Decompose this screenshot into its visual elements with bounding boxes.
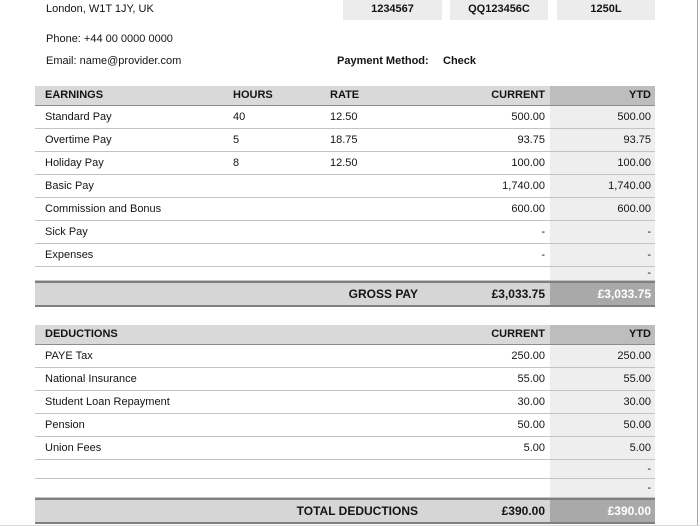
cell-hours: 5	[233, 134, 240, 146]
total-deductions-ytd: £390.00	[550, 500, 655, 522]
cell-label: Student Loan Repayment	[45, 396, 170, 408]
cell-current: 50.00	[517, 419, 545, 431]
table-row	[35, 175, 655, 198]
gross-pay-ytd: £3,033.75	[550, 283, 655, 305]
table-row	[35, 391, 655, 414]
table-row-blank	[35, 479, 655, 498]
cell-label: Expenses	[45, 249, 94, 261]
cell-ytd: 100.00	[550, 152, 655, 174]
cell-label	[35, 479, 420, 497]
col-header-hours: HOURS	[233, 89, 273, 101]
cell-ytd: -	[550, 267, 655, 280]
cell-rate	[320, 198, 420, 220]
cell-hours	[225, 221, 320, 243]
table-row	[35, 198, 655, 221]
cell-ytd: -	[550, 221, 655, 243]
cell-hours: 8	[233, 157, 240, 169]
cell-label: PAYE Tax	[45, 350, 93, 362]
col-header-ytd: YTD	[550, 86, 655, 105]
earnings-header-row	[35, 86, 655, 106]
cell-label: Sick Pay	[45, 226, 88, 238]
cell-rate: 18.75	[330, 134, 358, 146]
table-row	[35, 437, 655, 460]
col-header-current: CURRENT	[491, 328, 545, 340]
table-row	[35, 244, 655, 267]
cell-hours	[225, 198, 320, 220]
cell-current: 30.00	[517, 396, 545, 408]
cell-current: 1,740.00	[502, 180, 545, 192]
total-deductions-row	[35, 498, 655, 524]
cell-hours	[225, 175, 320, 197]
payment-method-value: Check	[443, 55, 477, 67]
cell-ytd: 1,740.00	[550, 175, 655, 197]
cell-current	[420, 267, 550, 280]
col-header-current: CURRENT	[491, 89, 545, 101]
cell-rate	[320, 175, 420, 197]
gross-pay-label: GROSS PAY	[348, 287, 418, 301]
cell-rate: 12.50	[330, 157, 358, 169]
cell-hours: 40	[233, 111, 246, 123]
header-value-box: 1234567	[343, 0, 442, 20]
cell-label	[35, 267, 420, 280]
deductions-header-row	[35, 325, 655, 345]
cell-current: 93.75	[517, 134, 545, 146]
table-row	[35, 129, 655, 152]
cell-ytd: 600.00	[550, 198, 655, 220]
cell-label: Pension	[45, 419, 85, 431]
table-row	[35, 414, 655, 437]
deductions-table	[35, 325, 655, 524]
cell-hours	[225, 244, 320, 266]
cell-ytd: 50.00	[550, 414, 655, 436]
cell-ytd: 30.00	[550, 391, 655, 413]
cell-label: Holiday Pay	[45, 157, 104, 169]
cell-rate: 12.50	[330, 111, 358, 123]
table-row-blank	[35, 267, 655, 281]
total-deductions-label: TOTAL DEDUCTIONS	[296, 504, 418, 518]
cell-rate	[320, 221, 420, 243]
cell-ytd: -	[550, 244, 655, 266]
cell-label: National Insurance	[45, 373, 137, 385]
cell-ytd: 93.75	[550, 129, 655, 151]
cell-label: Standard Pay	[45, 111, 112, 123]
table-row-blank	[35, 460, 655, 479]
col-header-earnings: EARNINGS	[45, 89, 104, 101]
table-row	[35, 106, 655, 129]
table-row	[35, 368, 655, 391]
table-row	[35, 345, 655, 368]
cell-ytd: 500.00	[550, 106, 655, 128]
cell-current: 600.00	[511, 203, 545, 215]
cell-current: 250.00	[511, 350, 545, 362]
cell-current	[420, 479, 550, 497]
page-right-edge	[697, 0, 698, 526]
cell-current: 500.00	[511, 111, 545, 123]
payment-method-label: Payment Method:	[337, 55, 429, 67]
cell-current: -	[541, 249, 545, 261]
cell-ytd: 55.00	[550, 368, 655, 390]
cell-current: 5.00	[523, 442, 545, 454]
cell-label: Commission and Bonus	[45, 203, 162, 215]
col-header-deductions: DEDUCTIONS	[45, 328, 118, 340]
cell-current: -	[541, 226, 545, 238]
total-deductions-current: £390.00	[501, 504, 545, 518]
gross-pay-current: £3,033.75	[491, 287, 545, 301]
table-row	[35, 221, 655, 244]
email-text: Email: name@provider.com	[46, 55, 182, 67]
cell-label: Basic Pay	[45, 180, 94, 192]
header-value-box: QQ123456C	[450, 0, 548, 20]
cell-current: 100.00	[511, 157, 545, 169]
table-row	[35, 152, 655, 175]
cell-ytd: 5.00	[550, 437, 655, 459]
address-text: London, W1T 1JY, UK	[46, 3, 154, 15]
cell-ytd: -	[550, 460, 655, 478]
earnings-table	[35, 86, 655, 307]
cell-rate	[320, 244, 420, 266]
gross-pay-row	[35, 281, 655, 307]
cell-current	[420, 460, 550, 478]
col-header-ytd: YTD	[550, 325, 655, 344]
cell-label: Union Fees	[45, 442, 102, 454]
header-value-box: 1250L	[557, 0, 655, 20]
cell-label: Overtime Pay	[45, 134, 112, 146]
cell-label	[35, 460, 420, 478]
phone-text: Phone: +44 00 0000 0000	[46, 33, 173, 45]
cell-ytd: 250.00	[550, 345, 655, 367]
cell-current: 55.00	[517, 373, 545, 385]
cell-ytd: -	[550, 479, 655, 497]
col-header-rate: RATE	[330, 89, 360, 101]
